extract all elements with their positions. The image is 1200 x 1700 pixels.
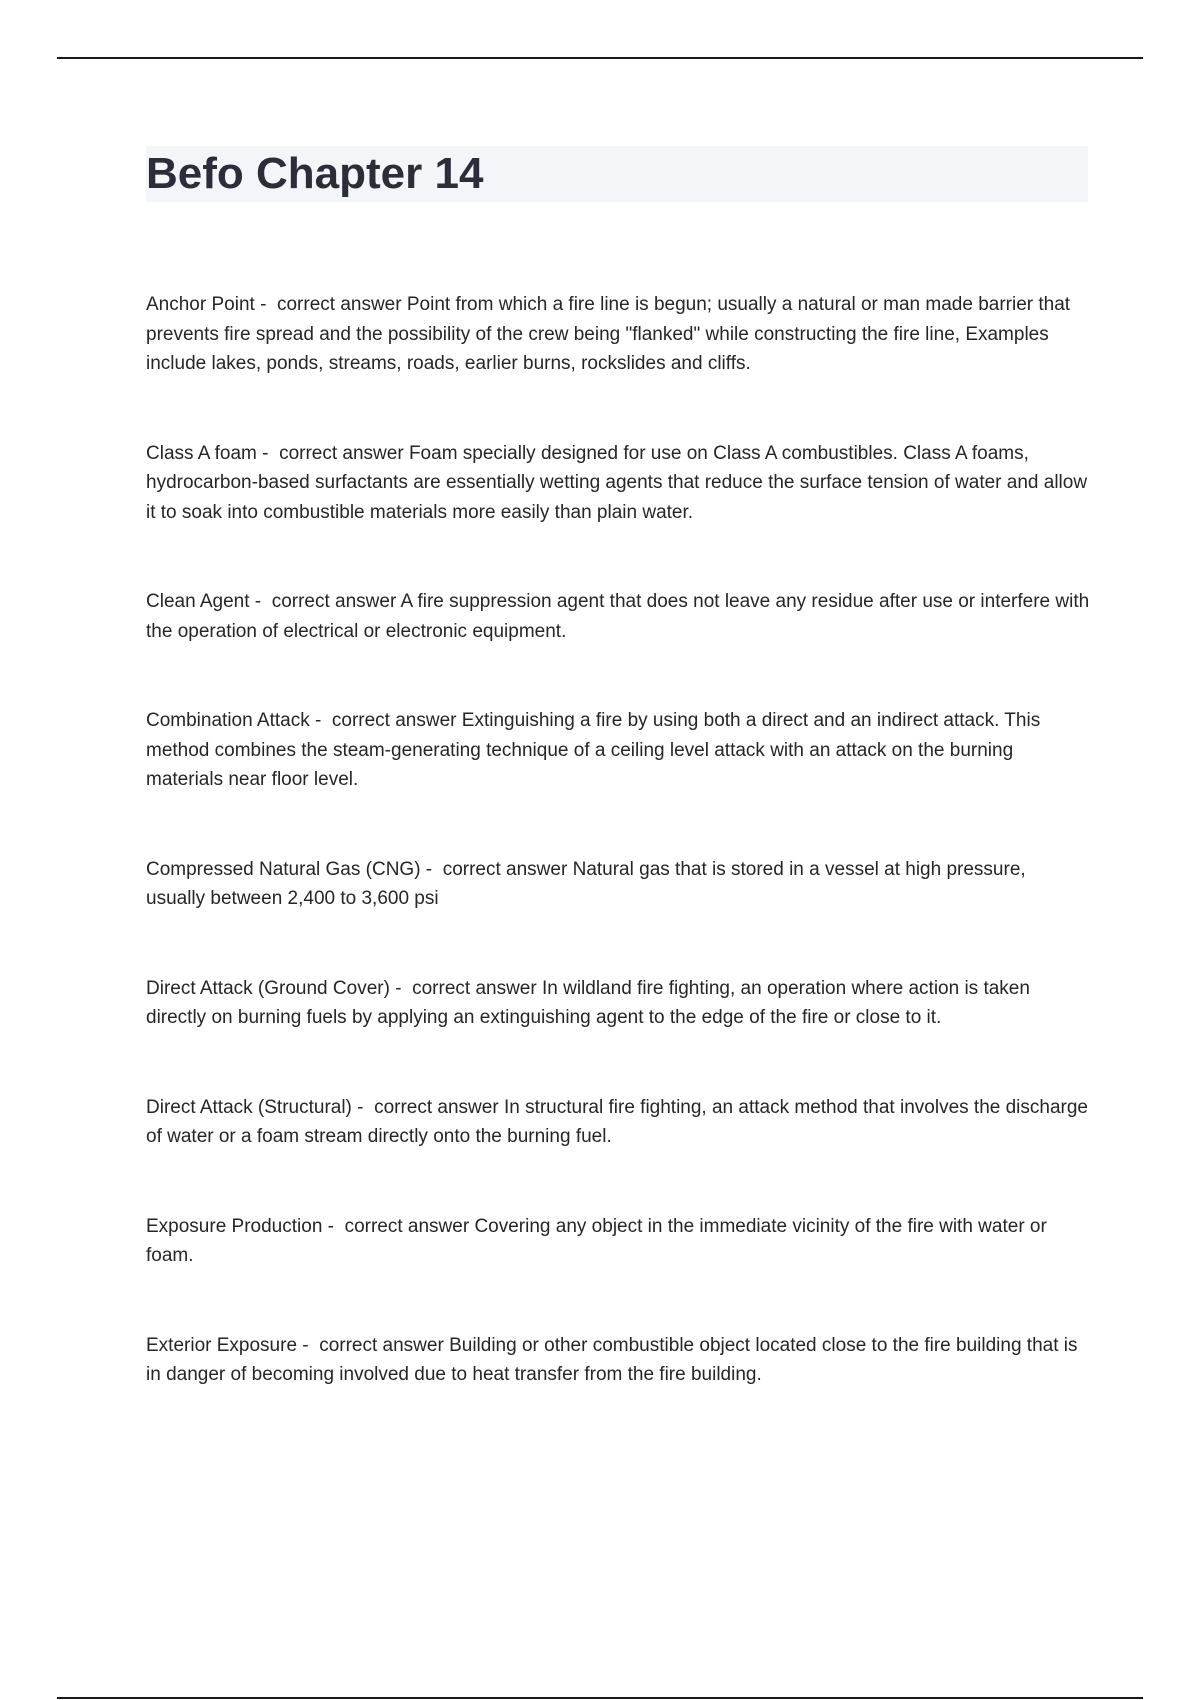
entry-definition: Foam specially designed for use on Class A combustibles. Class A foams, hydrocarbon-based surfactants are essentially wetting agents that reduce the surface tension of water and allow it to soak into combustible materials more easily than plain water. bbox=[146, 442, 1088, 523]
entry: Exposure Production - correct answer Covering any object in the immediate vicinity of the fire with water or foam. bbox=[146, 1215, 1047, 1266]
entry-term: Exterior Exposure bbox=[146, 1334, 298, 1356]
entry: Direct Attack (Ground Cover) - correct answer In wildland fire fighting, an operation where action is taken directly on burning fuels by applying an extinguishing agent to the edge of the fire or close to it. bbox=[146, 977, 1030, 1028]
entry: Anchor Point - correct answer Point from which a fire line is begun; usually a natural or man made barrier that prevents fire spread and the possibility of the crew being "flanked" while constructing the fire line, Examples include lakes, ponds, streams, roads, earlier burns, rockslides and cliffs. bbox=[146, 294, 1071, 374]
answer-marker: correct answer bbox=[331, 710, 457, 731]
entry-term: Combination Attack bbox=[146, 710, 310, 731]
entry-term: Class A foam bbox=[146, 442, 257, 464]
entry-term: Clean Agent bbox=[146, 591, 250, 612]
answer-marker: correct answer bbox=[442, 858, 568, 880]
answer-marker: correct answer bbox=[276, 294, 402, 315]
title-bar bbox=[146, 146, 1088, 202]
entry-list bbox=[146, 290, 1090, 1450]
entry: Clean Agent - correct answer A fire suppression agent that does not leave any residue after use or interfere with the operation of electrical or electronic equipment. bbox=[146, 591, 1090, 642]
entry: Exterior Exposure - correct answer Building or other combustible object located close to the fire building that is in danger of becoming involved due to heat transfer from the fire building. bbox=[146, 1334, 1078, 1385]
entry-definition: Natural gas that is stored in a vessel at high pressure, usually between 2,400 to 3,600 psi bbox=[146, 858, 1026, 909]
document-title: Befo Chapter 14 bbox=[146, 149, 484, 198]
entry-term: Anchor Point bbox=[146, 294, 255, 315]
footer-rule bbox=[57, 1697, 1143, 1699]
entry-definition: In structural fire fighting, an attack method that involves the discharge of water or a foam stream directly onto the burning fuel. bbox=[146, 1096, 1088, 1147]
entry-definition: Extinguishing a fire by using both a direct and an indirect attack. This method combines the steam-generating technique of a ceiling level attack with an attack on the burning materials near floor level. bbox=[146, 710, 1041, 790]
entry-definition: Covering any object in the immediate vicinity of the fire with water or foam. bbox=[146, 1215, 1047, 1266]
answer-marker: correct answer bbox=[319, 1334, 444, 1356]
entry-term: Compressed Natural Gas (CNG) bbox=[146, 858, 421, 880]
answer-marker: correct answer bbox=[344, 1215, 470, 1237]
entry-definition: Building or other combustible object located close to the fire building that is in danger of becoming involved due to heat transfer from the fire building. bbox=[146, 1334, 1078, 1385]
entry-term: Exposure Production bbox=[146, 1215, 323, 1237]
entry: Direct Attack (Structural) - correct answer In structural fire fighting, an attack method that involves the discharge of water or a foam stream directly onto the burning fuel. bbox=[146, 1096, 1088, 1147]
answer-marker: correct answer bbox=[271, 591, 397, 612]
answer-marker: correct answer bbox=[412, 977, 537, 999]
answer-marker: correct answer bbox=[279, 442, 404, 464]
entry-definition: In wildland fire fighting, an operation where action is taken directly on burning fuels by applying an extinguishing agent to the edge of the fire or close to it. bbox=[146, 977, 1030, 1028]
answer-marker: correct answer bbox=[374, 1096, 499, 1118]
entry: Class A foam - correct answer Foam specially designed for use on Class A combustibles. Class A foams, hydrocarbon-based surfactants are essentially wetting agents that reduce the surface tension of water and allow it to soak into combustible materials more easily than plain water. bbox=[146, 442, 1088, 523]
entry-definition: A fire suppression agent that does not leave any residue after use or interfere with the operation of electrical or electronic equipment. bbox=[146, 591, 1090, 642]
entry-definition: Point from which a fire line is begun; usually a natural or man made barrier that prevents fire spread and the possibility of the crew being "flanked" while constructing the fire line, Examples include lakes, ponds, streams, roads, earlier burns, rockslides and cliffs. bbox=[146, 294, 1071, 374]
entry-term: Direct Attack (Structural) bbox=[146, 1096, 352, 1118]
entry: Combination Attack - correct answer Extinguishing a fire by using both a direct and an indirect attack. This method combines the steam-generating technique of a ceiling level attack with an attack on the burning materials near floor level. bbox=[146, 710, 1041, 790]
header-rule bbox=[57, 57, 1143, 59]
entry-term: Direct Attack (Ground Cover) bbox=[146, 977, 390, 999]
entry: Compressed Natural Gas (CNG) - correct answer Natural gas that is stored in a vessel at high pressure, usually between 2,400 to 3,600 psi bbox=[146, 858, 1026, 909]
